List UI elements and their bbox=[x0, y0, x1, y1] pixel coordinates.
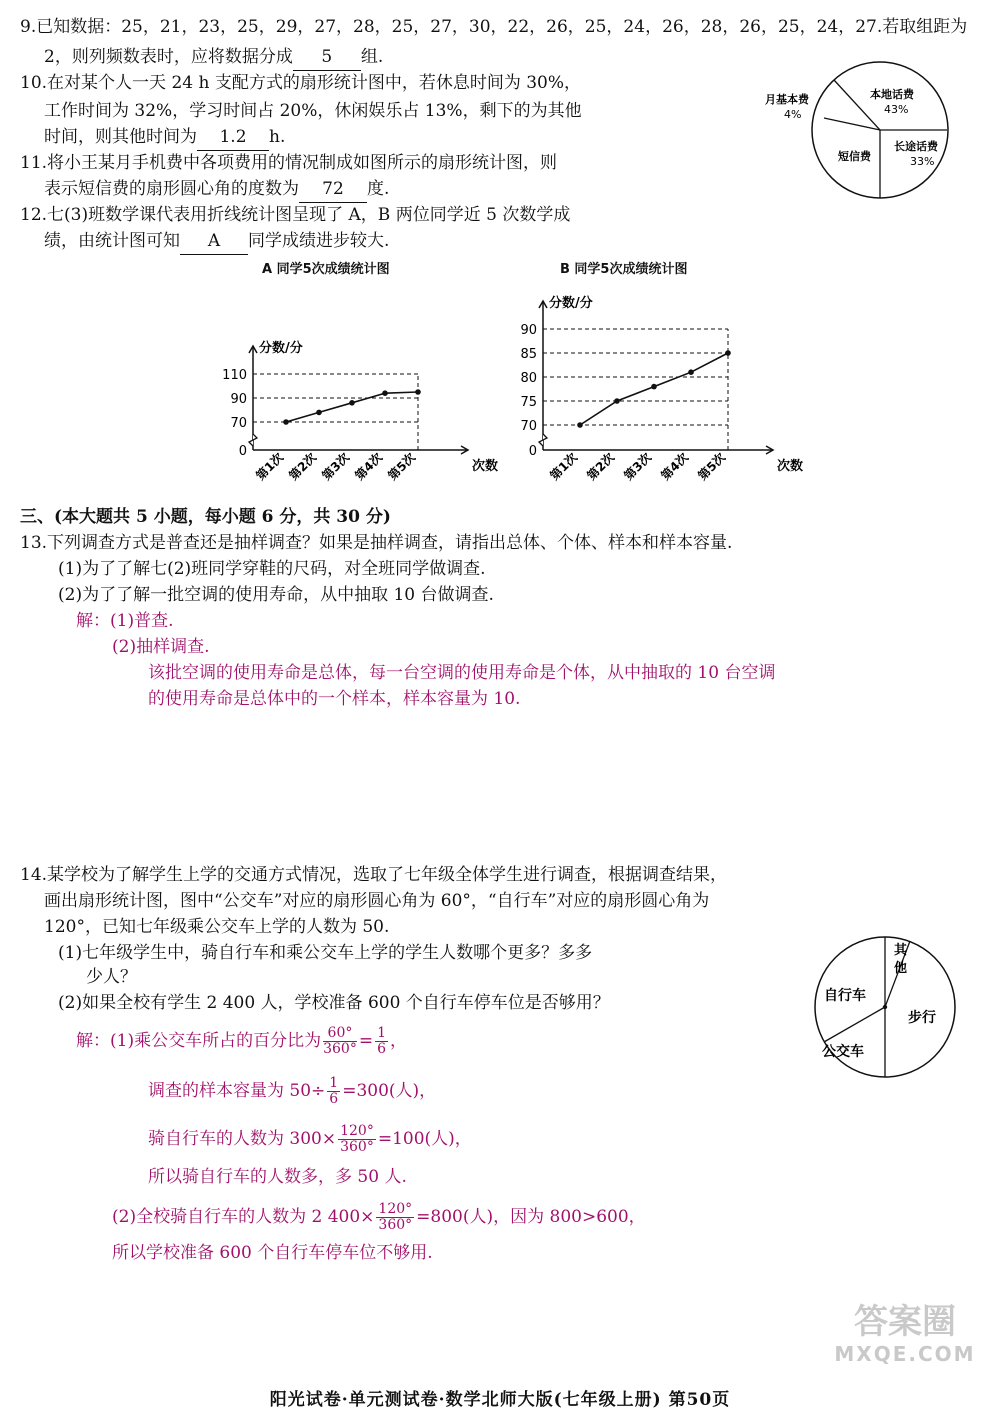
y-tick-label: 0 bbox=[528, 444, 537, 459]
pie2-label-bus: 公交车 bbox=[822, 1044, 864, 1060]
y-tick-label: 90 bbox=[520, 323, 537, 338]
x-tick-label: 第2次 bbox=[286, 450, 320, 484]
pie1-label-local: 本地话费 bbox=[870, 88, 914, 101]
data-point bbox=[651, 384, 657, 390]
axis-break bbox=[539, 434, 547, 446]
data-point bbox=[614, 398, 620, 404]
pie2-label-other-2: 他 bbox=[894, 961, 908, 976]
q14-sol6: 所以学校准备 600 个自行车停车位不够用. bbox=[112, 1243, 433, 1263]
chart-a-title: A 同学5次成绩统计图 bbox=[262, 262, 390, 277]
x-tick-label: 第5次 bbox=[385, 450, 419, 484]
q11-line1: 11.将小王某月手机费中各项费用的情况制成如图所示的扇形统计图，则 bbox=[20, 153, 558, 173]
pie1-pct-monthly: 4% bbox=[784, 108, 802, 121]
y-tick-label: 85 bbox=[520, 347, 537, 362]
q9-line2: 2，则列频数表时，应将数据分成 5 组. bbox=[44, 44, 383, 71]
chart-b-title: B 同学5次成绩统计图 bbox=[560, 262, 688, 277]
q13-part2: (2)为了了解一批空调的使用寿命，从中抽取 10 台做调查. bbox=[58, 585, 494, 605]
pie2-label-bike: 自行车 bbox=[824, 988, 866, 1004]
section-3-heading: 三、(本大题共 5 小题，每小题 6 分，共 30 分) bbox=[20, 507, 391, 527]
x-tick-label: 第5次 bbox=[695, 450, 729, 484]
y-tick-label: 80 bbox=[520, 371, 537, 386]
series-line bbox=[286, 392, 418, 422]
chart-b bbox=[505, 282, 805, 495]
pie1-label-long: 长途话费 bbox=[894, 140, 938, 153]
q13-stem: 13.下列调查方式是普查还是抽样调查？如果是抽样调查，请指出总体、个体、样本和样本容量. bbox=[20, 533, 733, 553]
q9-line1: 9.已知数据：25，21，23，25，29，27，28，25，27，30，22，26，25，24，26，28，26，25，24，27.若取组距为 bbox=[20, 17, 968, 37]
pie2-center bbox=[883, 1005, 887, 1009]
pie1-pct-long: 33% bbox=[910, 155, 935, 168]
x-tick-label: 第3次 bbox=[621, 450, 655, 484]
q9-answer: 5 bbox=[293, 44, 361, 71]
data-point bbox=[349, 400, 355, 406]
q14-line3: 120°，已知七年级乘公交车上学的人数为 50. bbox=[44, 917, 390, 937]
y-axis-label: 分数/分 bbox=[549, 296, 593, 311]
y-tick-label: 70 bbox=[520, 419, 537, 434]
q14-sol2: 调查的样本容量为 50÷ $\frac{1}{6}$ =300(人)， bbox=[148, 1075, 437, 1107]
data-point bbox=[415, 389, 421, 395]
data-point bbox=[316, 410, 322, 416]
q14-part1b: 少人？ bbox=[86, 967, 137, 987]
q13-solution1: 解：(1)普查. bbox=[76, 611, 174, 631]
chart-a bbox=[215, 310, 499, 495]
q14-line1: 14.某学校为了解学生上学的交通方式情况，选取了七年级全体学生进行调查，根据调查结果， bbox=[20, 865, 728, 885]
q14-sol4: 所以骑自行车的人数多，多 50 人. bbox=[148, 1167, 407, 1187]
q14-line2: 画出扇形统计图，图中“公交车”对应的扇形圆心角为 60°，“自行车”对应的扇形圆心角为 bbox=[44, 891, 710, 911]
y-tick-label: 90 bbox=[230, 392, 247, 407]
x-tick-label: 第2次 bbox=[584, 450, 618, 484]
q10-line1: 10.在对某个人一天 24 h 支配方式的扇形统计图中，若休息时间为 30%， bbox=[20, 73, 582, 93]
y-tick-label: 75 bbox=[520, 395, 537, 410]
q13-solution4: 的使用寿命是总体中的一个样本，样本容量为 10. bbox=[148, 689, 521, 709]
data-point bbox=[577, 422, 583, 428]
q13-solution3: 该批空调的使用寿命是总体，每一台空调的使用寿命是个体，从中抽取的 10 台空调 bbox=[148, 663, 776, 683]
x-tick-label: 第1次 bbox=[253, 450, 287, 484]
x-tick-label: 第1次 bbox=[547, 450, 581, 484]
pie1-label-monthly: 月基本费 bbox=[765, 93, 809, 106]
axis-break bbox=[249, 434, 257, 446]
watermark-logo: 答案圈 MXQE.COM bbox=[834, 1302, 976, 1366]
q11-answer: 72 bbox=[299, 176, 367, 203]
q12-line2: 绩，由统计图可知 A 同学成绩进步较大. bbox=[44, 228, 389, 255]
pie1-label-sms: 短信费 bbox=[838, 150, 871, 163]
q10-answer: 1.2 bbox=[197, 124, 269, 151]
x-tick-label: 第4次 bbox=[658, 450, 692, 484]
data-point bbox=[725, 350, 731, 356]
data-point bbox=[283, 419, 289, 425]
pie2-label-walk: 步行 bbox=[908, 1010, 936, 1026]
transport-pie bbox=[810, 932, 960, 1082]
y-tick-label: 70 bbox=[230, 416, 247, 431]
data-point bbox=[382, 390, 388, 396]
q14-sol5: (2)全校骑自行车的人数为 2 400× $\frac{120^\circ}{360^\circ}$ =800(人)，因为 800>600， bbox=[112, 1201, 646, 1233]
q13-solution2: (2)抽样调查. bbox=[112, 637, 210, 657]
q14-sol1: 解：(1)乘公交车所占的百分比为 $\frac{60^\circ}{360^\circ}$ = $\frac{1}{6}$ ， bbox=[76, 1025, 407, 1057]
q12-answer: A bbox=[180, 228, 248, 255]
x-tick-label: 第4次 bbox=[352, 450, 386, 484]
q10-line2: 工作时间为 32%，学习时间占 20%，休闲娱乐占 13%，剩下的为其他 bbox=[44, 101, 582, 121]
q14-sol3: 骑自行车的人数为 300× $\frac{120^\circ}{360^\circ}$ =100(人)， bbox=[148, 1123, 472, 1155]
q11-line2: 表示短信费的扇形圆心角的度数为 72 度. bbox=[44, 176, 389, 203]
q10-line3: 时间，则其他时间为 1.2 h. bbox=[44, 124, 285, 151]
pie1-pct-local: 43% bbox=[884, 103, 909, 116]
x-axis-label: 次数 bbox=[472, 459, 499, 474]
phone-fee-pie bbox=[760, 58, 960, 208]
x-tick-label: 第3次 bbox=[319, 450, 353, 484]
y-tick-label: 0 bbox=[238, 444, 247, 459]
data-point bbox=[688, 369, 694, 375]
pie2-label-other-1: 其 bbox=[894, 943, 908, 958]
y-axis-label: 分数/分 bbox=[259, 341, 303, 356]
q12-line1: 12.七(3)班数学课代表用折线统计图呈现了 A，B 两位同学近 5 次数学成 bbox=[20, 205, 571, 225]
q14-part2: (2)如果全校有学生 2 400 人，学校准备 600 个自行车停车位是否够用？ bbox=[58, 993, 610, 1013]
q13-part1: (1)为了了解七(2)班同学穿鞋的尺码，对全班同学做调查. bbox=[58, 559, 486, 579]
y-tick-label: 110 bbox=[222, 368, 247, 383]
x-axis-label: 次数 bbox=[777, 459, 804, 474]
page-footer: 阳光试卷·单元测试卷·数学北师大版(七年级上册) 第50页 bbox=[269, 1390, 731, 1410]
q14-part1a: (1)七年级学生中，骑自行车和乘公交车上学的学生人数哪个更多？多多 bbox=[58, 943, 593, 963]
